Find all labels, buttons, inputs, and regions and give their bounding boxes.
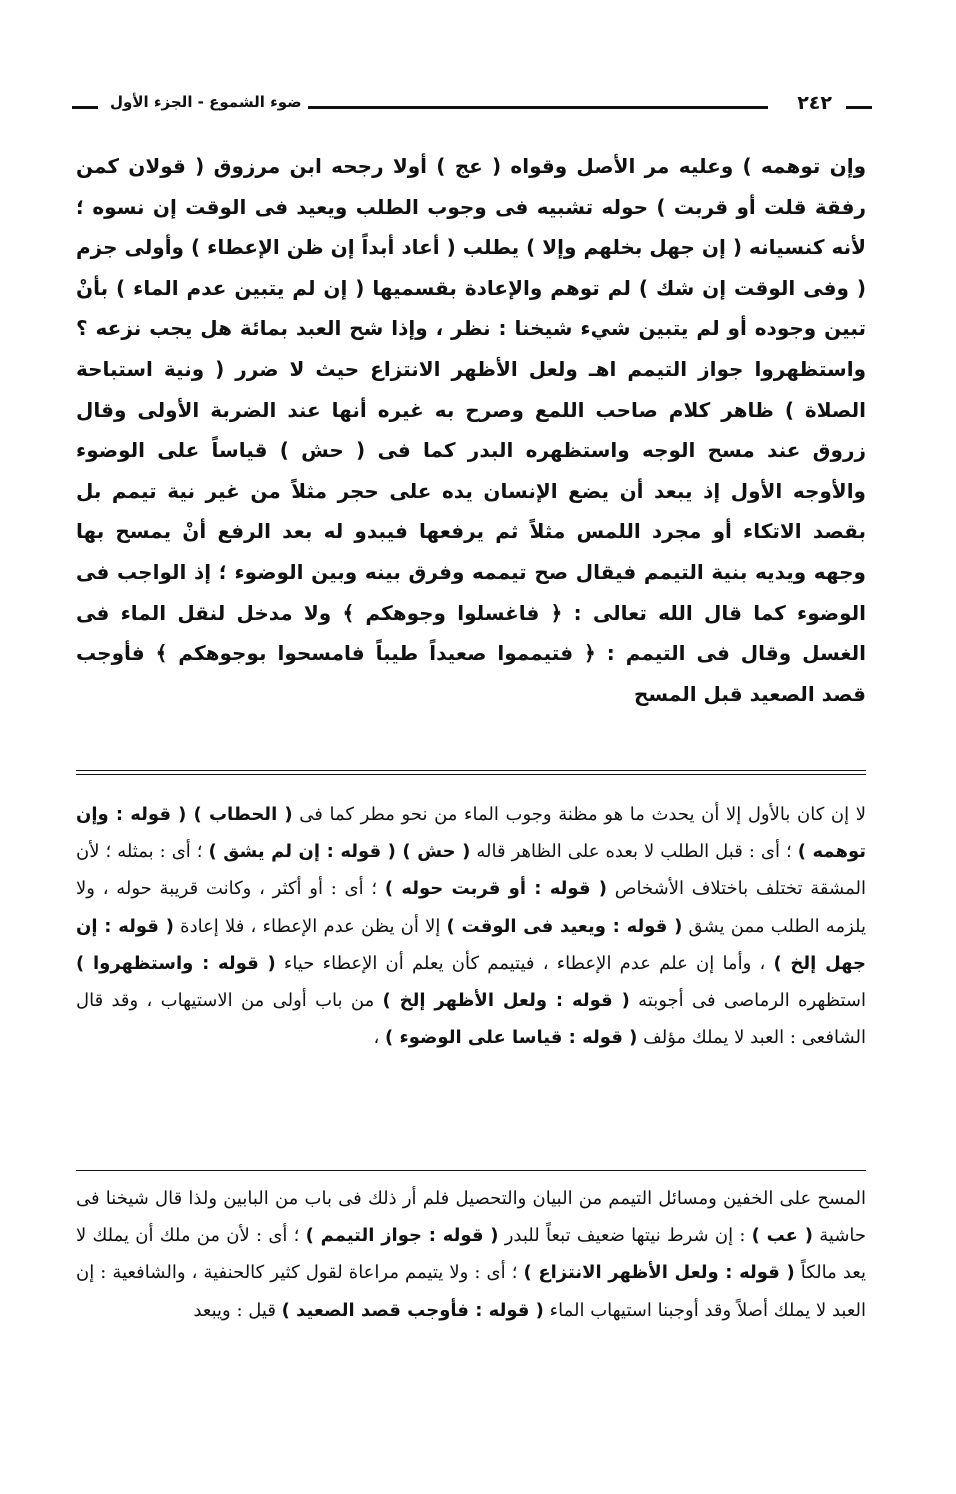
commentary-text: إلا أن يظن عدم الإعطاء ، فلا إعادة bbox=[173, 915, 447, 937]
commentary-text: ، وأما إن علم عدم الإعطاء ، فيتيمم كأن يعلم أن الإعطاء حياء bbox=[275, 952, 774, 974]
quoted-lemma: ( قوله : جواز التيمم ) bbox=[305, 1225, 499, 1247]
header-rule-left bbox=[72, 106, 98, 109]
quoted-lemma: ( قوله : أو قربت حوله ) bbox=[384, 878, 608, 900]
quoted-lemma: ( قوله : ولعل الأظهر الانتزاع ) bbox=[523, 1262, 795, 1284]
commentary-text: ، bbox=[373, 1027, 386, 1049]
book-title: ضوء الشموع - الجزء الأول bbox=[104, 93, 308, 111]
quoted-lemma: ( قوله : فأوجب قصد الصعيد ) bbox=[281, 1299, 544, 1321]
commentary-text: ؛ أى : أو أكثر ، وكانت قريبة حوله ، ولا يلزمه الطلب ممن يشق bbox=[76, 878, 866, 937]
quoted-lemma: ( حش ) ( قوله : إن لم يشق ) bbox=[208, 841, 471, 863]
quoted-lemma: ( قوله : ويعيد فى الوقت ) bbox=[446, 915, 683, 937]
commentary-text: ؛ أى : لأن من ملك أن يملك لا يعد مالكاً bbox=[76, 1225, 866, 1284]
quoted-lemma: ( قوله : واستظهروا ) bbox=[76, 952, 276, 974]
commentary-text: قيل : ويبعد bbox=[193, 1299, 282, 1321]
quoted-lemma: ( عب ) bbox=[751, 1225, 813, 1247]
footnote-separator-double bbox=[76, 770, 866, 775]
main-paragraph: وإن توهمه ) وعليه مر الأصل وقواه ( عج ) أولا رجحه ابن مرزوق ( قولان كمن رفقة قلت أو قربت ) حوله تشبيه فى وجوب الطلب ويعيد فى الوقت إن نسوه ؛ لأنه كنسيانه ( إن جهل بخلهم وإلا ) يطلب ( أعاد أبداً إن ظن الإعطاء ) وأولى جزم ( وفى الوقت إن شك ) لم توهم والإعادة بقسميها ( إن لم يتبين عدم الماء ) بأنْ تبين وجوده أو لم يتبين شيء شيخنا : نظر ، وإذا شح العبد بمائة هل يجب نزعه ؟ واستظهروا جواز التيمم اهـ ولعل الأظهر الانتزاع حيث لا ضرر ( ونية استباحة الصلاة ) ظاهر كلام صاحب اللمع وصرح به غيره أنها عند الضربة الأولى وقال زروق عند مسح الوجه واستظهره البدر كما فى ( حش ) قياساً على الوضوء والأوجه الأول إذ يبعد أن يضع الإنسان يده على حجر مثلاً من غير نية تيمم بل بقصد الاتكاء أو مجرد اللمس مثلاً ثم يرفعها فيبدو له بعد الرفع أنْ يمسح بها وجهه ويديه بنية التيمم فيقال صح تيممه وفرق بينه وبين الوضوء ؛ إذ الواجب فى الوضوء كما قال الله تعالى : ﴿ فاغسلوا وجوهكم ﴾ ولا مدخل لنقل الماء فى الغسل وقال فى التيمم : ﴿ فتيمموا صعيداً طيباً فامسحوا بوجوهكم ﴾ فأوجب قصد الصعيد قبل المسح bbox=[76, 154, 866, 706]
commentary-text: المسح على الخفين ومسائل التيمم من البيان والتحصيل فلم أر ذلك فى باب من البابين ولذا قال شيخنا فى حاشية bbox=[76, 1188, 867, 1247]
quoted-lemma: ( قوله : إن جهل إلخ ) bbox=[76, 915, 866, 974]
quoted-lemma: ( قوله : ولعل الأظهر إلخ ) bbox=[382, 990, 630, 1012]
page-number: ٢٤٢ bbox=[791, 92, 838, 114]
quoted-lemma: ( قوله : قياسا على الوضوء ) bbox=[385, 1027, 638, 1049]
commentary-block-2 bbox=[76, 1180, 866, 1329]
commentary-paragraph bbox=[76, 796, 866, 1056]
commentary-text: ؛ أى : ولا يتيمم مراعاة لقول كثير كالحنفية ، والشافعية : إن العبد لا يملك أصلاً وقد أوجبنا استيهاب الماء bbox=[76, 1262, 866, 1321]
commentary-text: ؛ أى : بمثله ؛ لأن المشقة تختلف باختلاف الأشخاص bbox=[76, 841, 866, 900]
commentary-text: من باب أولى من الاستيهاب ، وقد قال الشافعى : العبد لا يملك مؤلف bbox=[76, 990, 866, 1049]
commentary-text: استظهره الرماصى فى أجوبته bbox=[629, 990, 866, 1012]
header-rule-middle bbox=[288, 106, 768, 109]
commentary-block-1 bbox=[76, 796, 866, 1056]
commentary-separator bbox=[76, 1170, 866, 1171]
quoted-lemma: ( الحطاب ) ( قوله : وإن توهمه ) bbox=[76, 804, 866, 863]
header-rule-right bbox=[846, 106, 872, 109]
commentary-paragraph bbox=[76, 1180, 866, 1329]
commentary-text: لا إن كان بالأول إلا أن يحدث ما هو مظنة وجوب الماء من نحو مطر كما فى bbox=[292, 804, 866, 825]
running-header bbox=[72, 92, 872, 122]
main-text-block bbox=[76, 146, 866, 714]
commentary-text: ؛ أى : قبل الطلب لا بعده على الظاهر قاله bbox=[470, 841, 798, 863]
commentary-text: : إن شرط نيتها ضعيف تبعاً للبدر bbox=[498, 1225, 752, 1247]
